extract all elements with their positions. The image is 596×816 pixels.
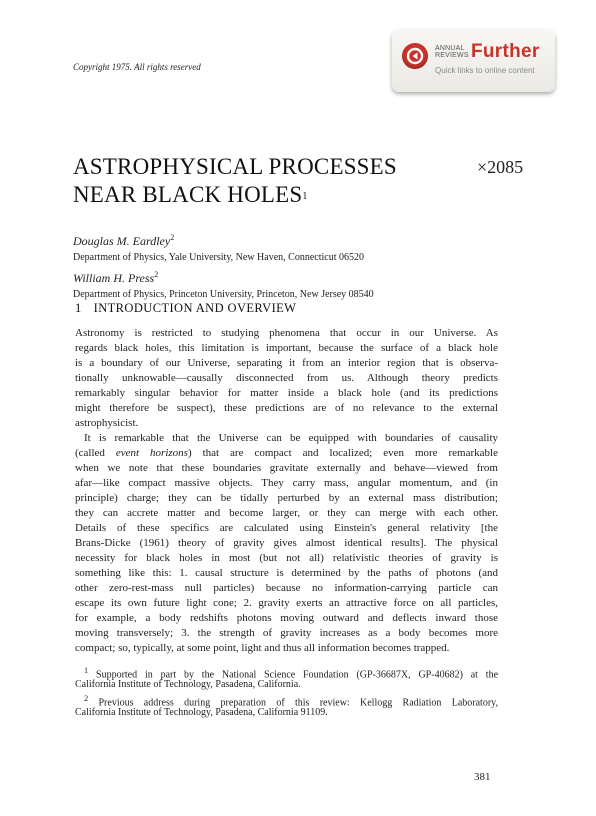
text-line: principle) charge; they can be tidally perturbed by an external mass distribution; [75, 492, 498, 504]
text-line: It is remarkable that the Universe can be equipped with boundaries of causality [84, 432, 498, 444]
footnote-line: $^2$ Previous address during preparation of this review: Kellogg Radiation Laboratory, [84, 694, 498, 709]
text-line: moving transversely; 3. the strength of gravity increases as a body becomes more [75, 627, 498, 639]
annual-reviews-label: ANNUAL REVIEWS [435, 45, 469, 59]
text-line: astrophysicist. [75, 417, 139, 429]
author-affiliation: Department of Physics, Yale University, New Haven, Connecticut 06520 [73, 252, 364, 263]
title-footnote-mark[interactable]: 1 [302, 191, 308, 202]
banner-subtitle: Quick links to online content [435, 66, 535, 75]
text-line: remarkably singular behavior for matter inside a black hole (and its predictions [75, 387, 498, 399]
text-line: something like this: 1. causal structure is determined by the paths of photons (and [75, 567, 498, 579]
text-line: Details of these specifics are calculated using Einstein's general relativity [the [75, 522, 498, 534]
page-number: 381 [474, 771, 491, 783]
text-line: when we note that these boundaries gravitate externally and behave—viewed from [75, 462, 498, 474]
further-brand: Further [471, 41, 540, 62]
text-line: afar—like compact massive objects. They carry mass, angular momentum, and (in [75, 477, 498, 489]
text-line: for example, a body redshifts photons moving outward and deflects inward those [75, 612, 498, 624]
footnote-mark: 1 [84, 666, 89, 675]
text-line: they can accrete matter and become larger, or they can merge with each other. [75, 507, 498, 519]
text-line: necessity for black holes in most (but not all) relativistic theories of gravity is [75, 552, 498, 564]
title-line-1: ASTROPHYSICAL PROCESSES [73, 154, 397, 179]
article-title [73, 153, 397, 209]
play-arrow-icon [402, 43, 428, 69]
text-line: (called event horizons) that are compact and localized; even more remarkable [75, 447, 498, 459]
text-line: Brans-Dicke (1961) theory of gravity gives almost identical results]. The physical [75, 537, 498, 549]
author-affiliation: Department of Physics, Princeton University, Princeton, New Jersey 08540 [73, 289, 374, 300]
footnote-mark: 2 [84, 694, 89, 703]
text-line: escape its own future light cone; 2. gravity exerts an attractive force on all particles, [75, 597, 498, 609]
title-line-2: NEAR BLACK HOLES [73, 182, 303, 207]
footnote-line: California Institute of Technology, Pasadena, California. [75, 679, 301, 690]
text-line: is a boundary of our Universe, separating it from an interior region that is observa- [75, 357, 498, 369]
footnote-line: California Institute of Technology, Pasadena, California 91109. [75, 707, 328, 718]
section-heading: 1 INTRODUCTION AND OVERVIEW [75, 301, 297, 315]
text-line: might therefore be suspect), these predictions are of no relevance to the external [75, 402, 498, 414]
text-line: Astronomy is restricted to studying phenomena that occur in our Universe. As [75, 327, 498, 339]
text-line: tionally unknowable—causally disconnected from us. Although theory predicts [75, 372, 498, 384]
text-line: compact; so, typically, at some point, light and thus all information becomes trapped. [75, 642, 450, 654]
author-footnote-mark[interactable]: 2 [154, 270, 159, 279]
author-name: William H. Press$^2$ [73, 270, 159, 285]
text-line: regards black holes, this limitation is important, because the surface of a black hole [75, 342, 498, 354]
footnote-line: $^1$ Supported in part by the National Science Foundation (GP-36687X, GP-40682) at the [84, 666, 499, 681]
further-links-banner[interactable] [392, 30, 555, 92]
text-line: other zero-rest-mass null particles) because no information-carrying particle can [75, 582, 498, 594]
event-horizons-term: event horizons [115, 447, 188, 459]
author-name: Douglas M. Eardley$^2$ [73, 233, 175, 248]
reference-number: ×2085 [477, 157, 524, 177]
copyright-notice: Copyright 1975. All rights reserved [73, 62, 201, 72]
author-footnote-mark[interactable]: 2 [170, 233, 175, 242]
